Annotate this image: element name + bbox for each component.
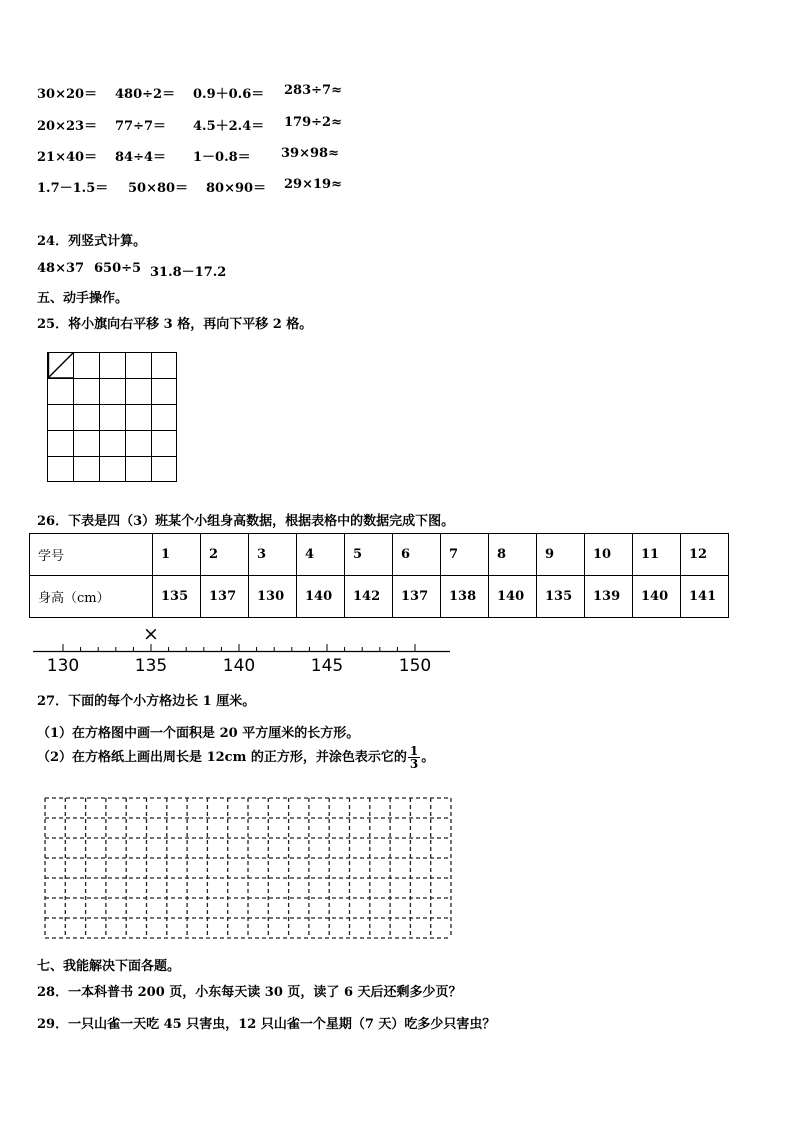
number-line-label: 135	[134, 656, 168, 676]
question-24-title: 24．列竖式计算。	[37, 234, 147, 249]
calc-item: 84÷4＝	[115, 150, 167, 165]
fraction-denominator: 3	[409, 757, 419, 771]
question-27-part-1: （1）在方格图中画一个面积是 20 平方厘米的长方形。	[37, 726, 360, 741]
table-cell: 135	[153, 576, 201, 618]
table-cell: 141	[681, 576, 729, 618]
fraction-numerator: 1	[409, 744, 419, 758]
table-cell: 7	[441, 534, 489, 576]
vertical-calc-item: 48×37	[37, 261, 85, 276]
question-28-title: 28．一本科普书 200 页，小东每天读 30 页，读了 6 天后还剩多少页？	[37, 985, 462, 1000]
table-cell: 11	[633, 534, 681, 576]
question-26-title: 26．下表是四（3）班某个小组身高数据，根据表格中的数据完成下图。	[37, 514, 455, 529]
table-cell: 12	[681, 534, 729, 576]
table-cell: 8	[489, 534, 537, 576]
table-cell: 3	[249, 534, 297, 576]
table-cell: 10	[585, 534, 633, 576]
table-cell: 139	[585, 576, 633, 618]
table-cell: 学号	[30, 534, 153, 576]
calc-item: 283÷7≈	[284, 83, 342, 98]
table-row	[30, 576, 729, 618]
question-27-title: 27．下面的每个小方格边长 1 厘米。	[37, 694, 256, 709]
section-7-title: 七、我能解决下面各题。	[37, 959, 181, 974]
calc-item: 0.9＋0.6＝	[193, 87, 265, 102]
calc-item: 29×19≈	[284, 177, 342, 192]
calc-item: 80×90＝	[206, 181, 267, 196]
table-cell: 130	[249, 576, 297, 618]
dashed-square-grid	[42, 795, 456, 943]
number-line-label: 130	[46, 656, 80, 676]
table-cell: 6	[393, 534, 441, 576]
number-line-label: 145	[310, 656, 344, 676]
table-cell: 137	[393, 576, 441, 618]
table-cell: 5	[345, 534, 393, 576]
table-cell: 2	[201, 534, 249, 576]
calc-item: 77÷7＝	[115, 119, 167, 134]
table-cell: 140	[633, 576, 681, 618]
question-27-part-2	[37, 745, 434, 770]
flag-grid	[47, 352, 179, 484]
calc-item: 1－0.8＝	[193, 150, 251, 165]
number-line-marker: ×	[143, 623, 159, 645]
table-cell: 140	[297, 576, 345, 618]
height-table	[29, 533, 729, 618]
calc-item: 480÷2＝	[115, 87, 176, 102]
calc-item: 50×80＝	[128, 181, 189, 196]
table-cell: 135	[537, 576, 585, 618]
calc-item: 179÷2≈	[284, 115, 342, 130]
calc-item: 20×23＝	[37, 119, 98, 134]
table-cell: 9	[537, 534, 585, 576]
part-2-text: （2）在方格纸上画出周长是 12cm 的正方形，并涂色表示它的	[37, 750, 407, 765]
calc-item: 21×40＝	[37, 150, 98, 165]
table-cell: 1	[153, 534, 201, 576]
table-row	[30, 534, 729, 576]
table-cell: 142	[345, 576, 393, 618]
number-line-label: 140	[222, 656, 256, 676]
question-25-title: 25．将小旗向右平移 3 格，再向下平移 2 格。	[37, 317, 313, 332]
vertical-calc-item: 31.8－17.2	[150, 265, 227, 280]
vertical-calc-item: 650÷5	[94, 261, 142, 276]
part-2-end: 。	[421, 750, 435, 765]
table-cell: 137	[201, 576, 249, 618]
table-cell: 4	[297, 534, 345, 576]
fraction-one-third	[408, 745, 420, 770]
calc-item: 30×20＝	[37, 87, 98, 102]
table-cell: 140	[489, 576, 537, 618]
question-29-title: 29．一只山雀一天吃 45 只害虫，12 只山雀一个星期（7 天）吃多少只害虫？	[37, 1017, 496, 1032]
calc-item: 39×98≈	[281, 146, 339, 161]
section-5-title: 五、动手操作。	[37, 291, 129, 306]
calc-item: 4.5＋2.4＝	[193, 119, 265, 134]
number-line-label: 150	[398, 656, 432, 676]
flag-shape	[48, 353, 73, 378]
table-cell: 身高（cm）	[30, 576, 153, 618]
calc-item: 1.7－1.5＝	[37, 181, 109, 196]
table-cell: 138	[441, 576, 489, 618]
height-number-line	[30, 620, 460, 680]
